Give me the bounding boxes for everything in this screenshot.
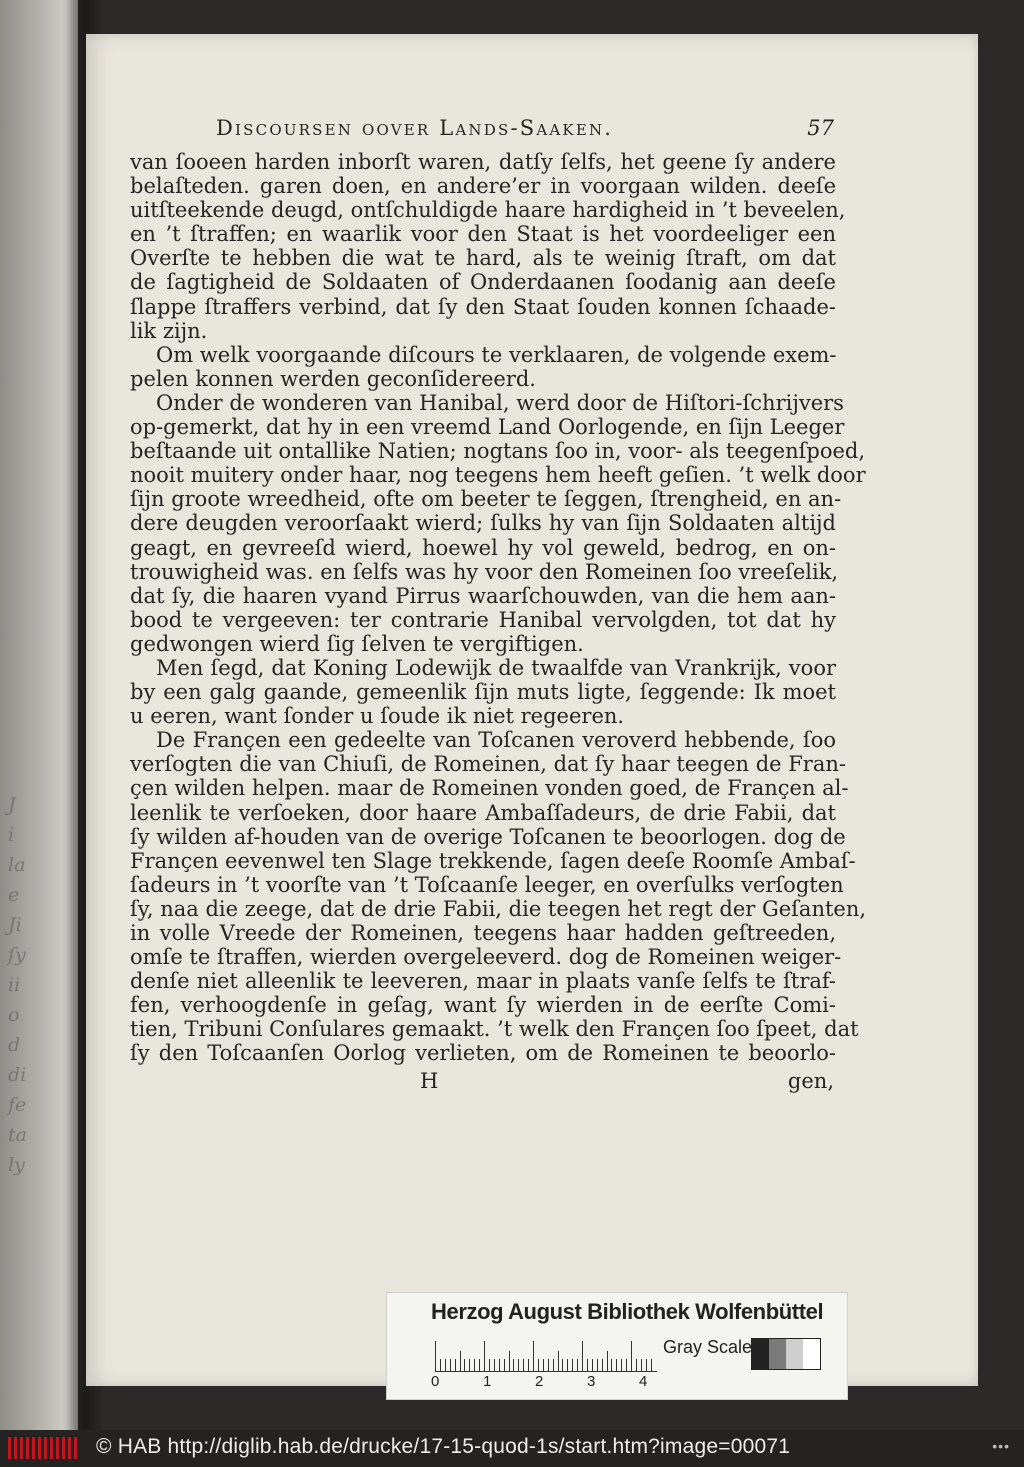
scale-number: 3	[587, 1373, 596, 1390]
body-text	[130, 150, 867, 1066]
text-line: lik zijn.	[130, 318, 208, 343]
ruler-tick	[450, 1359, 451, 1371]
running-head	[216, 116, 836, 150]
text-line: bood te vergeeven: ter contrarie Hanibal vervolgden, tot dat hy	[130, 607, 836, 632]
running-head-title: Discoursen oover Lands-Saaken.	[216, 116, 614, 140]
text-line: trouwigheid was. en ſelfs was hy voor den Romeinen ſoo vreeſelik,	[130, 559, 839, 584]
text-line: fen, verhoogdenſe in geſag, want ſy wierden in de eerſte Comi-	[130, 993, 836, 1018]
ruler-tick	[499, 1359, 500, 1371]
ruler-tick	[523, 1359, 524, 1371]
library-reference-card	[386, 1292, 848, 1400]
ruler-tick	[464, 1359, 465, 1371]
ruler-tick	[611, 1359, 612, 1371]
text-line: uitſteekende deugd, ontſchuldigde haare hardigheid in ’t beveelen,	[130, 198, 846, 223]
text-line: beſtaande uit ontallike Natien; nogtans ſoo in, voor- als teegenſpoed,	[130, 439, 866, 464]
bleed-glyph: J	[8, 794, 16, 816]
library-name: Herzog August Bibliothek Wolfenbüttel	[431, 1299, 824, 1324]
ruler-tick	[460, 1351, 461, 1371]
text-line: Men ſegd, dat Koning Lodewijk de twaalfde van Vrankrijk, voor	[156, 655, 836, 680]
ruler-tick	[616, 1359, 617, 1371]
bleed-glyph: la	[8, 854, 26, 876]
gray-swatch	[752, 1339, 769, 1369]
ruler-tick	[504, 1359, 505, 1371]
text-line: en ’t ſtraffen; en waarlik voor den Staat is het voordeeliger een	[130, 222, 836, 247]
gray-scale-label: Gray Scale	[663, 1337, 753, 1357]
text-line: geagt, en gevreeſd wierd, hoewel hy vol geweld, bedrog, en on-	[130, 535, 836, 560]
ruler-tick	[626, 1359, 627, 1371]
text-line: pelen konnen werden geconſidereerd.	[130, 366, 536, 391]
ruler-tick	[607, 1351, 608, 1371]
text-line: ſijn groote wreedheid, ofte om beeter te ſeggen, ſtrengheid, en an-	[130, 487, 842, 512]
ruler-tick	[651, 1359, 652, 1371]
ruler-tick	[577, 1359, 578, 1371]
text-line: ſlappe ſtraffers verbind, dat ſy den Staat ſouden konnen ſchaade-	[130, 294, 836, 319]
ruler-tick	[509, 1351, 510, 1371]
ruler-tick	[631, 1341, 632, 1371]
ruler-tick	[528, 1359, 529, 1371]
text-line: denſe niet alleenlik te leeveren, maar in plaats vanſe ſelfs te ſtraf-	[130, 969, 836, 994]
text-line: leenlik te verſoeken, door haare Ambaſſadeurs, de drie Fabii, dat	[130, 800, 836, 825]
gray-swatch	[769, 1339, 786, 1369]
bleed-glyph: e	[8, 884, 20, 906]
text-line: ſy den Toſcaanſen Oorlog verlieten, om de Romeinen te beoorlo-	[130, 1041, 836, 1066]
scale-number: 2	[535, 1373, 544, 1390]
ruler-tick	[553, 1359, 554, 1371]
text-line: nooit muitery onder haar, nog teegens hem heeft geſien. ’t welk door	[130, 463, 866, 488]
ruler-tick	[518, 1359, 519, 1371]
gray-swatch	[786, 1339, 803, 1369]
catchword: gen,	[787, 1068, 834, 1093]
ruler-tick	[543, 1359, 544, 1371]
signature-mark: H	[420, 1068, 439, 1093]
scale-ruler	[435, 1337, 657, 1372]
scale-number: 1	[483, 1373, 492, 1390]
ruler-tick	[636, 1359, 637, 1371]
text-line: De Françen een gedeelte van Toſcanen veroverd hebbende, ſoo	[156, 728, 836, 753]
ruler-tick	[455, 1359, 456, 1371]
bleed-glyph: o	[8, 1004, 20, 1026]
ruler-tick	[567, 1359, 568, 1371]
text-line: van ſooeen harden inborſt waren, datſy ſelfs, het geene ſy andere	[130, 150, 836, 174]
text-line: by een galg gaande, gemeenlik ſijn muts ligte, ſeggende: Ik moet	[130, 680, 836, 705]
scale-number: 4	[639, 1373, 648, 1390]
text-line: Om welk voorgaande diſcours te verklaaren, de volgende exem-	[156, 342, 837, 367]
ruler-tick	[479, 1359, 480, 1371]
bleed-glyph: di	[8, 1064, 27, 1086]
ruler-tick	[587, 1359, 588, 1371]
bleed-glyph: ii	[8, 974, 21, 996]
ruler-tick	[621, 1359, 622, 1371]
ruler-tick	[494, 1359, 495, 1371]
bleed-glyph: ly	[8, 1154, 25, 1176]
text-line: belaſteden. garen doen, en andere’er in voorgaan wilden. deeſe	[130, 174, 836, 199]
ruler-tick	[440, 1359, 441, 1371]
ruler-tick	[641, 1359, 642, 1371]
scale-number: 0	[431, 1373, 440, 1390]
text-line: dere deugden veroorſaakt wierd; ſulks hy van ſijn Soldaaten altijd	[130, 511, 836, 536]
ruler-tick	[597, 1359, 598, 1371]
ruler-tick	[646, 1359, 647, 1371]
text-line: omſe te ſtraffen, wierden overgeleeverd. dog de Romeinen weiger-	[130, 945, 842, 970]
left-page-bleed-through	[8, 790, 44, 1180]
ruler-tick	[484, 1341, 485, 1371]
viewer-footer	[0, 1430, 1024, 1467]
text-line: ſy, naa die zeege, dat de drie Fabii, die teegen het regt der Geſanten,	[130, 896, 867, 921]
ruler-tick	[582, 1341, 583, 1371]
gray-swatch	[803, 1339, 820, 1369]
ruler-tick	[474, 1359, 475, 1371]
text-line: gedwongen wierd ſig ſelven te vergiftigen.	[130, 631, 584, 656]
text-line: dat ſy, die haaren vyand Pirrus waarſchouwden, van die hem aan-	[130, 583, 836, 608]
bleed-glyph: d	[8, 1034, 21, 1056]
ruler-tick	[562, 1359, 563, 1371]
gray-scale-swatches	[751, 1338, 821, 1370]
book-page	[86, 34, 978, 1386]
ruler-tick	[572, 1359, 573, 1371]
bleed-glyph: i	[8, 824, 15, 846]
ruler-tick	[592, 1359, 593, 1371]
page-number: 57	[807, 116, 834, 140]
text-line: çen wilden helpen. maar de Romeinen vonden goed, de Françen al-	[130, 776, 849, 801]
ruler-tick	[533, 1341, 534, 1371]
bleed-glyph: fe	[8, 1094, 27, 1116]
text-line: de ſagtigheid de Soldaaten of Onderdaanen ſoodanig aan deeſe	[130, 270, 836, 295]
text-line: ſy wilden af-houden van de overige Toſcanen te beoorlogen. dog de	[130, 824, 846, 849]
text-line: Onder de wonderen van Hanibal, werd door de Hiſtori-ſchrijvers	[156, 390, 844, 415]
copyright-url: © HAB http://diglib.hab.de/drucke/17-15-quod-1s/start.htm?image=00071	[96, 1435, 791, 1458]
ruler-tick	[489, 1359, 490, 1371]
text-line: verſogten die van Chiuſi, de Romeinen, dat ſy haar teegen de Fran-	[130, 752, 846, 777]
text-line: Overſte te hebben die wat te hard, als te weinig ſtraft, om dat	[130, 246, 836, 271]
text-line: tien, Tribuni Conſulares gemaakt. ’t welk den Françen ſoo ſpeet, dat	[130, 1017, 859, 1042]
hab-logo-icon	[8, 1437, 77, 1459]
ruler-tick	[445, 1359, 446, 1371]
ruler-tick	[548, 1359, 549, 1371]
ruler-tick	[513, 1359, 514, 1371]
bleed-glyph: ſy	[8, 944, 26, 966]
text-line: Françen eevenwel ten Slage trekkende, ſagen deeſe Roomſe Ambaſ-	[130, 848, 856, 873]
menu-dots-icon[interactable]: •••	[992, 1438, 1010, 1454]
ruler-tick	[435, 1341, 436, 1371]
bleed-glyph: ta	[8, 1124, 27, 1146]
text-line: u eeren, want ſonder u ſoude ik niet regeeren.	[130, 704, 625, 729]
ruler-tick	[558, 1351, 559, 1371]
page-text-block	[130, 116, 867, 1093]
ruler-tick	[469, 1359, 470, 1371]
text-line: ſadeurs in ’t voorſte van ’t Toſcaanſe leeger, en overſulks verſogten	[130, 872, 844, 897]
text-line: op-gemerkt, dat hy in een vreemd Land Oorlogende, en ſijn Leeger	[130, 415, 845, 440]
ruler-tick	[602, 1359, 603, 1371]
text-line: in volle Vreede der Romeinen, teegens haar hadden geſtreeden,	[130, 921, 836, 945]
page-footer-marks	[130, 1069, 836, 1093]
bleed-glyph: Ji	[8, 914, 22, 936]
ruler-tick	[538, 1359, 539, 1371]
